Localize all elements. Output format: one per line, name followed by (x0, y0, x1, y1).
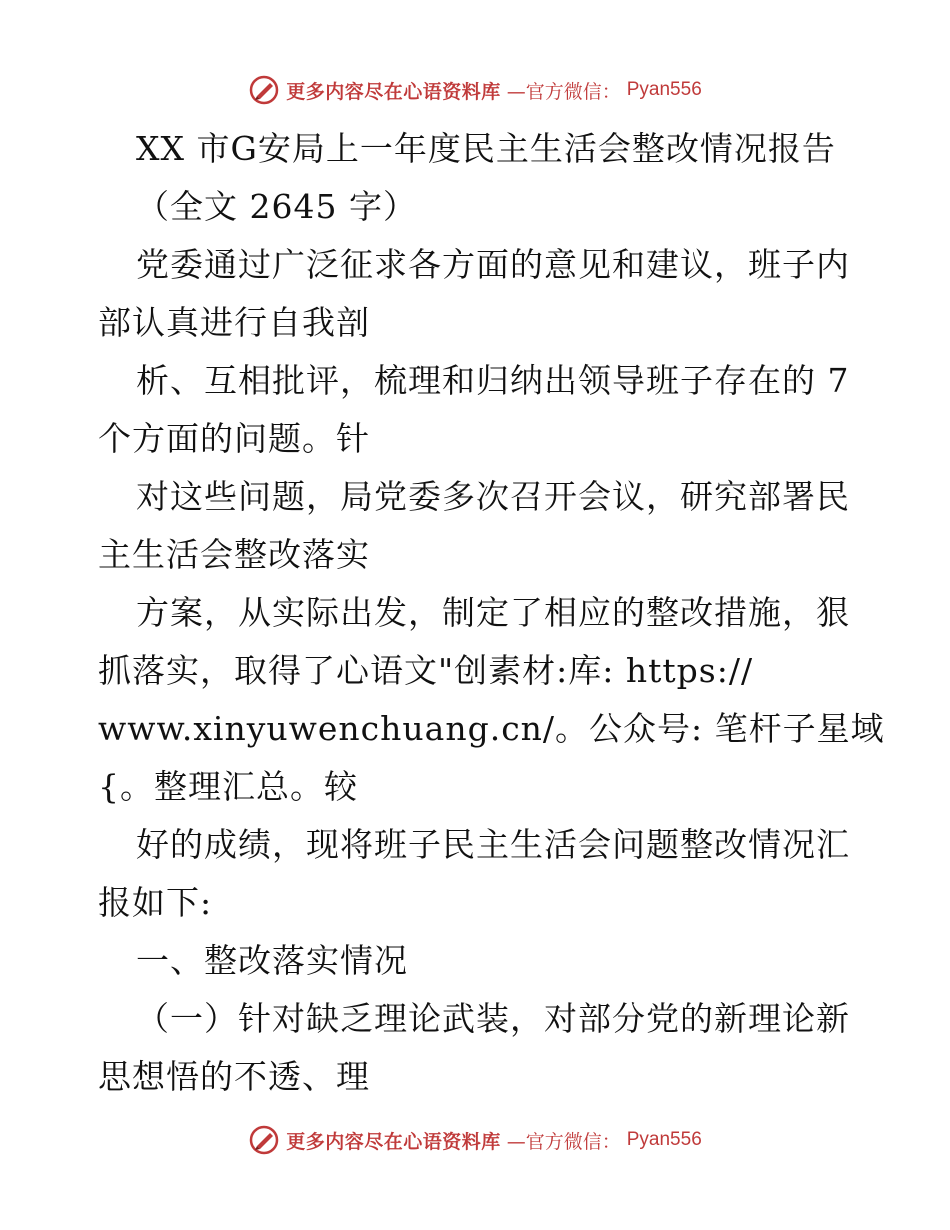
pen-logo-icon (248, 74, 280, 106)
header-banner-id: Pyan556 (626, 79, 702, 100)
paragraph-line: 个方面的问题。针 (98, 419, 370, 458)
header-banner (0, 70, 950, 110)
paragraph-line: 对这些问题，局党委多次召开会议，研究部署民 (136, 477, 850, 516)
footer-banner (0, 1120, 950, 1160)
paragraph-line: 析、互相批评，梳理和归纳出领导班子存在的 7 (136, 361, 850, 400)
section-heading: 一、整改落实情况 (136, 941, 408, 980)
paragraph-line: 部认真进行自我剖 (98, 303, 370, 342)
paragraph-line: 方案，从实际出发，制定了相应的整改措施，狠 (136, 593, 850, 632)
paragraph-line: （一）针对缺乏理论武装，对部分党的新理论新 (136, 999, 850, 1038)
header-banner-separator: —官方微信： (506, 80, 621, 103)
document-body (98, 120, 885, 1106)
footer-banner-separator: —官方微信： (506, 1130, 621, 1153)
paragraph-line: {。整理汇总。较 (98, 767, 358, 806)
paragraph-line: 抓落实，取得了心语文"创素材:库: https:// (98, 651, 754, 690)
paragraph-line: 主生活会整改落实 (98, 535, 370, 574)
paragraph-line: www.xinyuwenchuang.cn/。公众号: 笔杆子星域 (98, 709, 885, 748)
paragraph-line: 好的成绩，现将班子民主生活会问题整改情况汇 (136, 825, 850, 864)
footer-banner-text: 更多内容尽在心语资料库 (286, 1130, 501, 1153)
paragraph-line: 党委通过广泛征求各方面的意见和建议，班子内 (136, 245, 850, 284)
header-banner-text: 更多内容尽在心语资料库 (286, 80, 501, 103)
document-title: XX 市G安局上一年度民主生活会整改情况报告 (136, 129, 836, 168)
document-subtitle: （全文 2645 字） (136, 187, 417, 226)
pen-logo-icon (248, 1124, 280, 1156)
paragraph-line: 思想悟的不透、理 (98, 1057, 370, 1096)
footer-banner-id: Pyan556 (626, 1129, 702, 1150)
paragraph-line: 报如下: (98, 883, 213, 922)
